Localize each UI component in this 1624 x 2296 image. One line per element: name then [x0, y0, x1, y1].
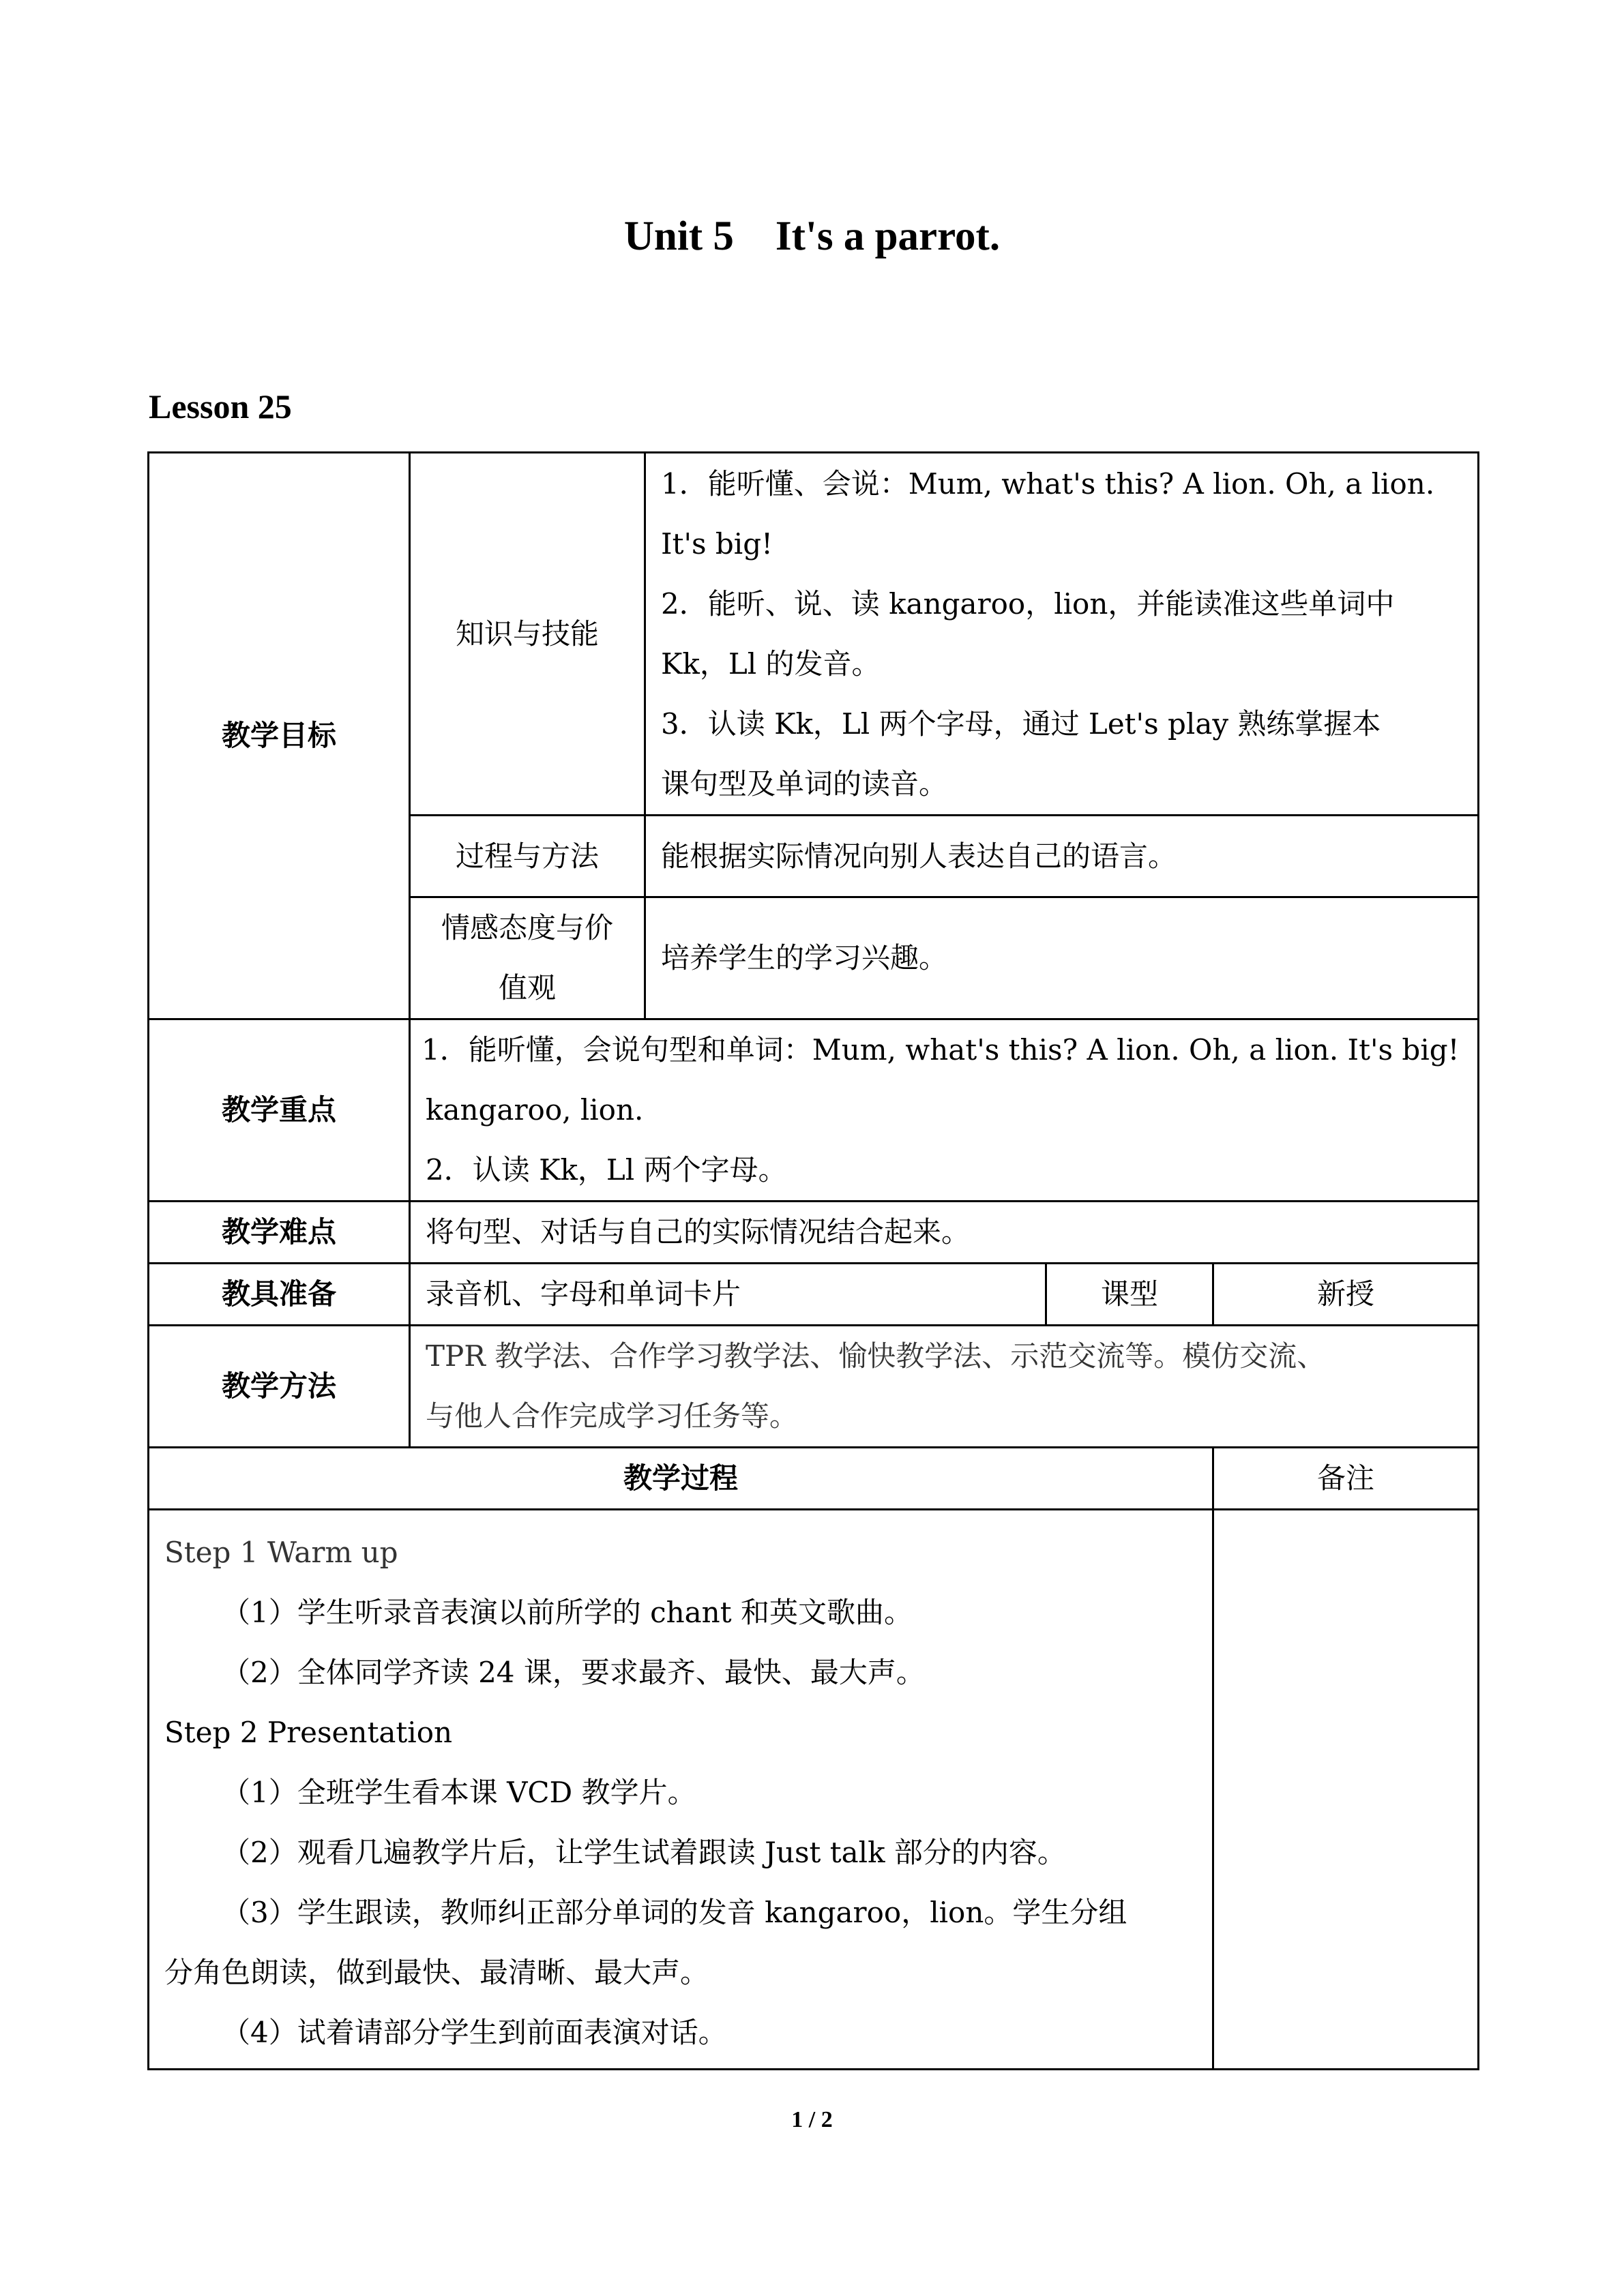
- process-method-content: 能根据实际情况向别人表达自己的语言。: [645, 816, 1479, 897]
- knowledge-line: It's big!: [661, 526, 773, 561]
- notes-header: 备注: [1213, 1448, 1479, 1510]
- process-method-label: 过程与方法: [410, 816, 645, 897]
- attitude-label-line: 值观: [498, 971, 556, 1004]
- attitude-label-line: 情感态度与价: [441, 911, 613, 944]
- notes-content: [1213, 1510, 1479, 2070]
- knowledge-label: 知识与技能: [410, 453, 645, 816]
- process-content: [149, 1510, 1213, 2070]
- step-item: （3）学生跟读，教师纠正部分单词的发音 kangaroo，lion。学生分组: [222, 1896, 1127, 1929]
- key-point-line: kangaroo, lion.: [426, 1093, 644, 1127]
- methods-content: [410, 1326, 1479, 1448]
- methods-header: 教学方法: [149, 1326, 410, 1448]
- page-number: 1 / 2: [791, 2107, 833, 2132]
- process-header-row: [149, 1448, 1479, 1510]
- lesson-heading: Lesson 25: [149, 387, 292, 426]
- process-header: 教学过程: [149, 1448, 1213, 1510]
- attitude-content: 培养学生的学习兴趣。: [645, 897, 1479, 1019]
- key-point-line: 2．认读 Kk，Ll 两个字母。: [426, 1153, 787, 1187]
- page-title: Unit 5 It's a parrot.: [623, 213, 1001, 259]
- methods-row: [149, 1326, 1479, 1448]
- materials-header: 教具准备: [149, 1264, 410, 1326]
- materials-row: [149, 1264, 1479, 1326]
- step-title: Step 1 Warm up: [164, 1536, 398, 1569]
- difficulty-content: 将句型、对话与自己的实际情况结合起来。: [410, 1202, 1479, 1264]
- knowledge-line: 2．能听、说、读 kangaroo，lion，并能读准这些单词中: [661, 586, 1395, 621]
- key-point-line: 1．能听懂，会说句型和单词：Mum, what's this? A lion. Oh, a lion. It's big!: [422, 1033, 1460, 1067]
- step-item: （2）全体同学齐读 24 课，要求最齐、最快、最大声。: [222, 1656, 925, 1689]
- key-points-content: [410, 1019, 1479, 1202]
- materials-content: 录音机、字母和单词卡片: [410, 1264, 1046, 1326]
- objectives-knowledge-row: [149, 453, 1479, 816]
- objectives-header: 教学目标: [149, 453, 410, 1019]
- step-item: （2）观看几遍教学片后，让学生试着跟读 Just talk 部分的内容。: [222, 1836, 1066, 1869]
- knowledge-line: 课句型及单词的读音。: [661, 766, 948, 801]
- knowledge-line: 1．能听懂、会说：Mum, what's this? A lion. Oh, a lion.: [661, 466, 1435, 501]
- process-content-row: [149, 1510, 1479, 2070]
- knowledge-line: Kk，Ll 的发音。: [661, 646, 881, 681]
- step-item: （1）全班学生看本课 VCD 教学片。: [222, 1776, 696, 1809]
- lesson-type-value: 新授: [1213, 1264, 1479, 1326]
- lesson-plan-table: [147, 451, 1479, 2070]
- lesson-type-label: 课型: [1046, 1264, 1213, 1326]
- difficulty-row: [149, 1202, 1479, 1264]
- step-item-continuation: 分角色朗读，做到最快、最清晰、最大声。: [164, 1956, 709, 1989]
- difficulty-header: 教学难点: [149, 1202, 410, 1264]
- methods-line: TPR 教学法、合作学习教学法、愉快教学法、示范交流等。模仿交流、: [426, 1339, 1326, 1373]
- knowledge-content: [645, 453, 1479, 816]
- key-points-header: 教学重点: [149, 1019, 410, 1202]
- step-title: Step 2 Presentation: [164, 1716, 453, 1749]
- step-item: （1）学生听录音表演以前所学的 chant 和英文歌曲。: [222, 1596, 913, 1629]
- knowledge-line: 3．认读 Kk，Ll 两个字母，通过 Let's play 熟练掌握本: [661, 706, 1381, 741]
- attitude-label: [410, 897, 645, 1019]
- methods-line: 与他人合作完成学习任务等。: [426, 1399, 799, 1433]
- step-item: （4）试着请部分学生到前面表演对话。: [222, 2016, 727, 2049]
- key-points-row: [149, 1019, 1479, 1202]
